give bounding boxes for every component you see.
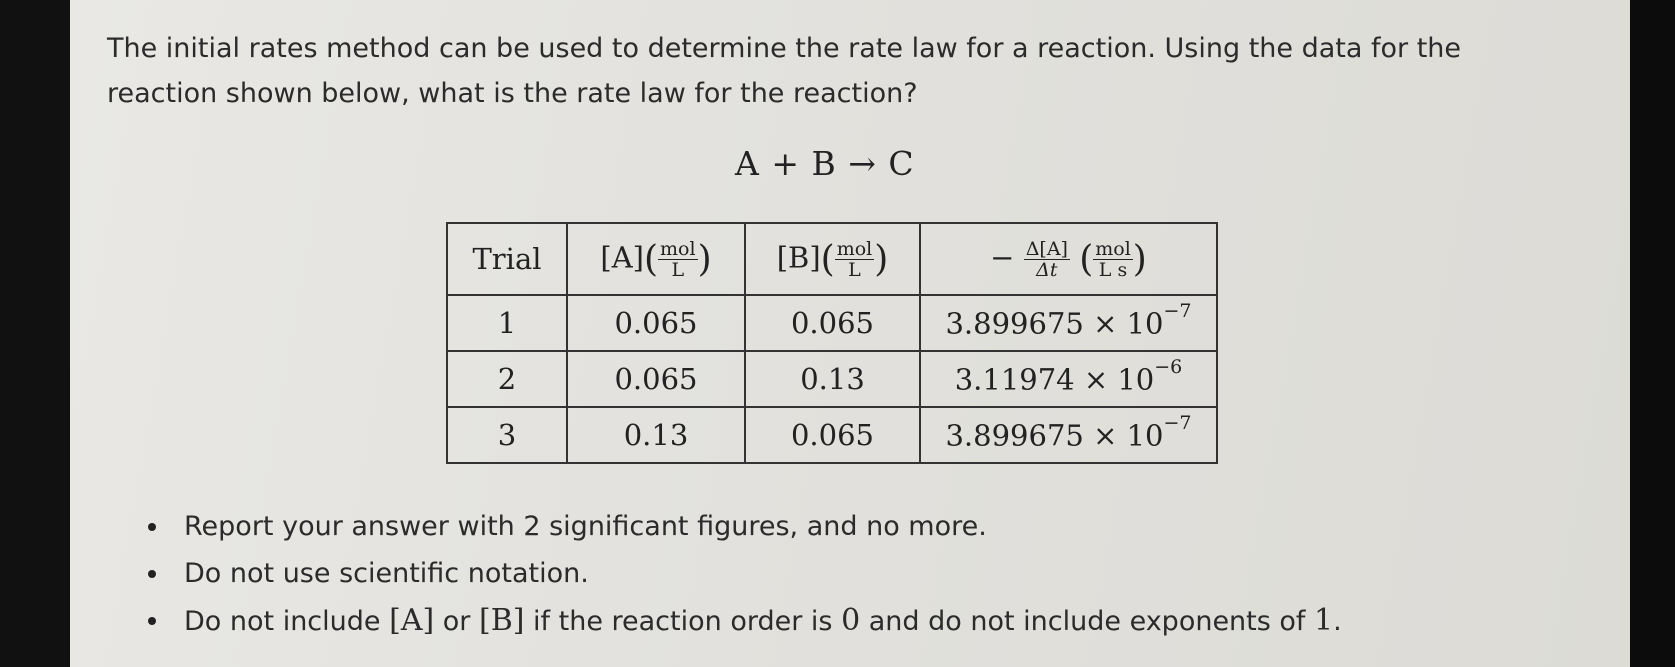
header-concentration-b: [B]( $\frac{\text{mol}}{L}$ ) xyxy=(745,223,920,295)
table-header-row xyxy=(447,223,1217,295)
concentration-b-cell: 0.065 xyxy=(745,407,920,463)
bullet-icon xyxy=(148,570,156,578)
bullet-icon xyxy=(148,617,156,625)
concentration-a-cell: 0.065 xyxy=(567,351,745,407)
trial-cell: 1 xyxy=(447,295,567,351)
bullet-icon xyxy=(148,523,156,531)
reaction-equation: A + B → C xyxy=(735,144,915,183)
header-rate: − $\frac{\Delta[A]}{\Delta t}$ ( $\frac{\text{mol}}{\text{L s}}$ ) xyxy=(920,223,1217,295)
rate-cell: $3.899675 \times 10^{-7}$ xyxy=(920,295,1217,351)
table-row xyxy=(447,351,1217,407)
table-row xyxy=(447,407,1217,463)
list-item: Do not use scientific notation. xyxy=(148,550,1342,597)
header-concentration-a: [A]( $\frac{\text{mol}}{L}$ ) xyxy=(567,223,745,295)
initial-rates-table xyxy=(446,222,1218,464)
rate-cell: $3.899675 \times 10^{-7}$ xyxy=(920,407,1217,463)
concentration-a-cell: 0.13 xyxy=(567,407,745,463)
concentration-b-cell: 0.13 xyxy=(745,351,920,407)
screen-bezel xyxy=(1630,0,1675,667)
concentration-b-cell: 0.065 xyxy=(745,295,920,351)
trial-cell: 3 xyxy=(447,407,567,463)
table-row xyxy=(447,295,1217,351)
trial-cell: 2 xyxy=(447,351,567,407)
concentration-a-cell: 0.065 xyxy=(567,295,745,351)
list-item: Report your answer with 2 significant figures, and no more. xyxy=(148,503,1342,550)
instruction-list xyxy=(148,503,1342,644)
rate-cell: $3.11974 \times 10^{-6}$ xyxy=(920,351,1217,407)
question-text: The initial rates method can be used to determine the rate law for a reaction. Using the data for the reaction shown below, what is the rate law for the reaction? xyxy=(107,33,1462,109)
list-item: Do not include [A] or [B] if the reaction order is 0 and do not include exponents of 1. xyxy=(148,597,1342,644)
header-trial: Trial xyxy=(447,223,567,295)
